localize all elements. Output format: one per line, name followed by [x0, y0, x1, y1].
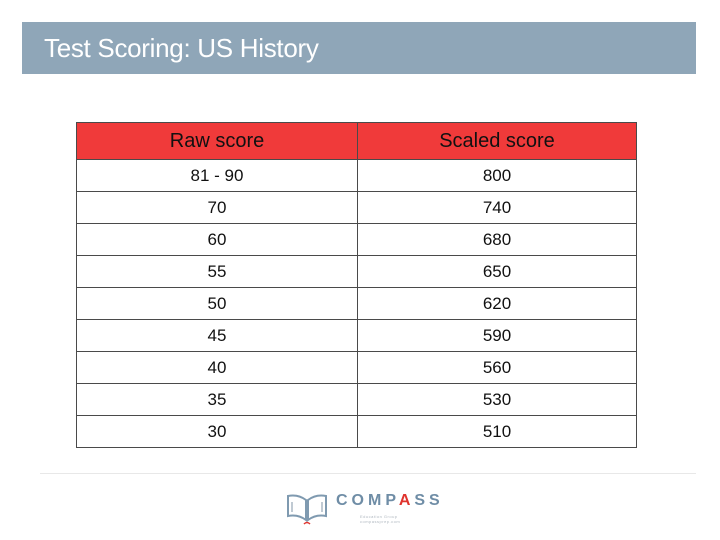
table-body — [77, 160, 637, 448]
scaled-score-cell: 530 — [358, 384, 637, 416]
table-row — [77, 288, 637, 320]
scaled-score-cell: 740 — [358, 192, 637, 224]
title-bar — [22, 22, 696, 74]
open-book-icon — [284, 490, 330, 526]
header-scaled-score: Scaled score — [358, 123, 637, 160]
score-table — [76, 122, 637, 448]
scaled-score-cell: 510 — [358, 416, 637, 448]
table-row — [77, 320, 637, 352]
table-row — [77, 416, 637, 448]
raw-score-cell: 50 — [77, 288, 358, 320]
raw-score-cell: 60 — [77, 224, 358, 256]
footer-divider — [40, 473, 696, 474]
scaled-score-cell: 620 — [358, 288, 637, 320]
raw-score-cell: 30 — [77, 416, 358, 448]
table-row — [77, 384, 637, 416]
table-row — [77, 160, 637, 192]
scaled-score-cell: 800 — [358, 160, 637, 192]
compass-logo — [284, 486, 454, 530]
slide-title: Test Scoring: US History — [44, 32, 319, 63]
raw-score-cell: 40 — [77, 352, 358, 384]
table-row — [77, 352, 637, 384]
raw-score-cell: 45 — [77, 320, 358, 352]
raw-score-cell: 35 — [77, 384, 358, 416]
raw-score-cell: 81 - 90 — [77, 160, 358, 192]
raw-score-cell: 70 — [77, 192, 358, 224]
scaled-score-cell: 560 — [358, 352, 637, 384]
table-row — [77, 192, 637, 224]
logo-tagline: Education Group compassprep.com — [360, 514, 401, 524]
table-row — [77, 256, 637, 288]
logo-wordmark: COMPASS — [336, 492, 444, 509]
table-header-row — [77, 123, 637, 160]
scaled-score-cell: 680 — [358, 224, 637, 256]
scaled-score-cell: 590 — [358, 320, 637, 352]
raw-score-cell: 55 — [77, 256, 358, 288]
scaled-score-cell: 650 — [358, 256, 637, 288]
header-raw-score: Raw score — [77, 123, 358, 160]
table-row — [77, 224, 637, 256]
